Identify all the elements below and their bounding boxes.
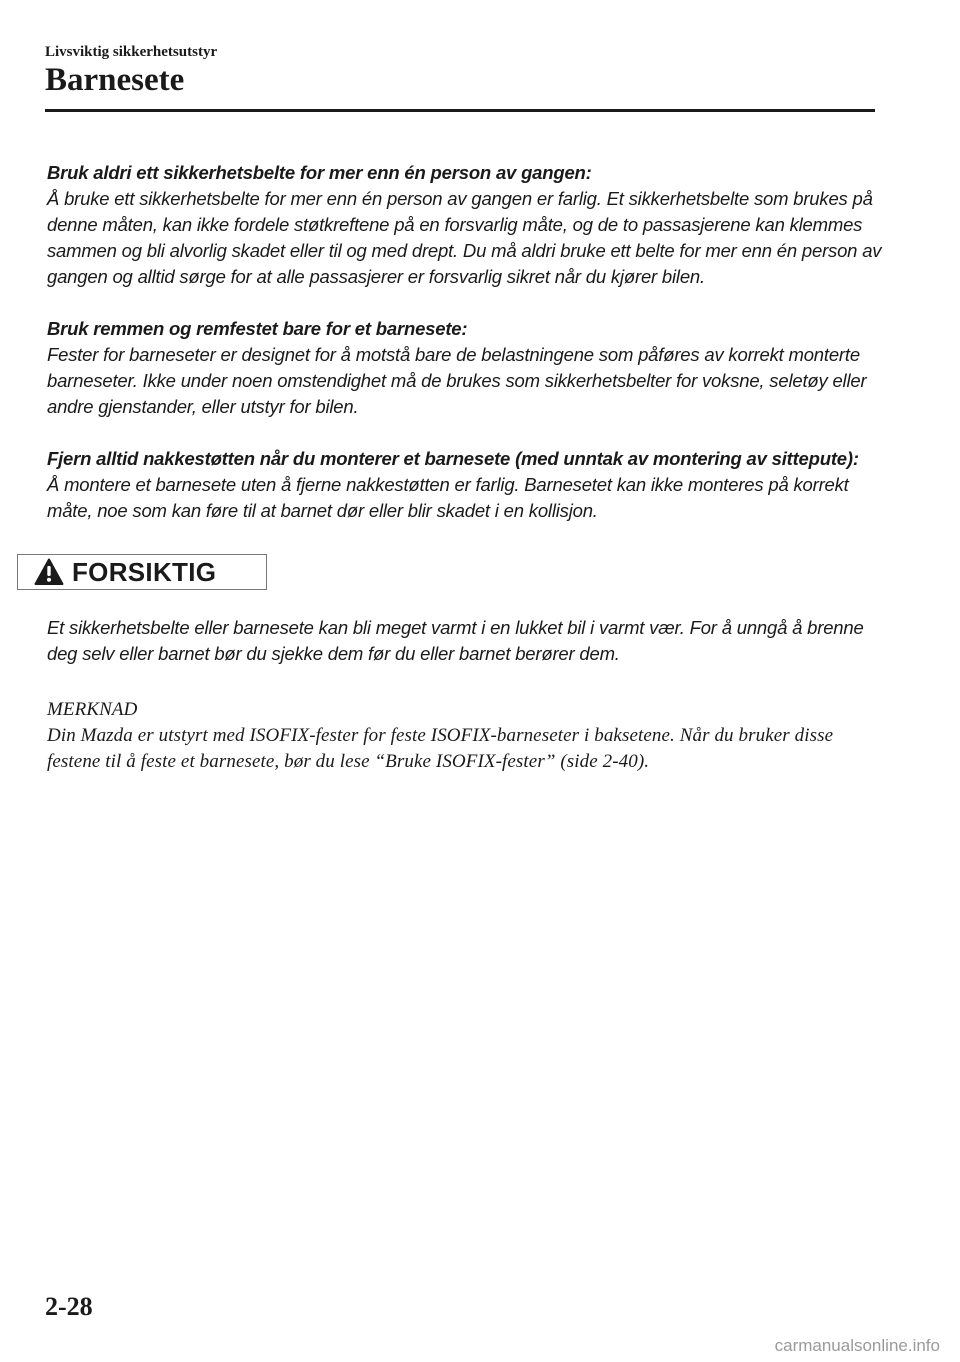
warning-block	[47, 160, 887, 290]
warning-heading: Bruk aldri ett sikkerhetsbelte for mer enn én person av gangen:	[47, 162, 592, 183]
watermark-text: carmanualsonline.info	[774, 1336, 940, 1355]
title-divider	[45, 109, 875, 112]
note-text: Din Mazda er utstyrt med ISOFIX-fester for feste ISOFIX-barneseter i baksetene. Når du bruker disse festene til å feste et barnesete, bør du lese “Bruke ISOFIX-fester” (side 2-40).	[47, 725, 834, 772]
warning-block	[47, 446, 887, 524]
caution-text: Et sikkerhetsbelte eller barnesete kan bli meget varmt i en lukket bil i varmt vær. For å unngå å brenne deg selv eller barnet bør du sjekke dem før du eller barnet berører dem.	[47, 617, 864, 664]
main-content	[47, 160, 887, 775]
warning-body: Å bruke ett sikkerhetsbelte for mer enn én person av gangen er farlig. Et sikkerhetsbelte som brukes på denne måten, kan ikke fordele støtkreftene på en forsvarlig måte, og de to passasjerene kan klemmes sammen og bli alvorlig skadet eller til og med drept. Du må aldri bruke ett belte for mer enn én person av gangen og alltid sørge for at alle passasjerer er forsvarlig sikret når du kjører bilen.	[47, 188, 882, 287]
page-number: 2-28	[45, 1292, 93, 1321]
warning-body: Å montere et barnesete uten å fjerne nakkestøtten er farlig. Barnesetet kan ikke monteres på korrekt måte, noe som kan føre til at barnet dør eller blir skadet i en kollisjon.	[47, 474, 849, 521]
warning-heading: Bruk remmen og remfestet bare for et barnesete:	[47, 318, 468, 339]
warning-block	[47, 316, 887, 420]
caution-box	[17, 554, 267, 590]
caution-label: FORSIKTIG	[72, 557, 217, 587]
warning-triangle-icon	[34, 558, 64, 586]
warning-heading: Fjern alltid nakkestøtten når du monterer et barnesete (med unntak av montering av sittepute):	[47, 448, 859, 469]
page-title: Barnesete	[45, 62, 185, 98]
note-block	[47, 697, 887, 775]
note-heading: MERKNAD	[47, 699, 138, 720]
warning-body: Fester for barneseter er designet for å motstå bare de belastningene som påføres av korrekt monterte barneseter. Ikke under noen omstendighet må de brukes som sikkerhetsbelter for voksne, seletøy eller andre gjenstander, eller utstyr for bilen.	[47, 344, 867, 417]
breadcrumb: Livsviktig sikkerhetsutstyr	[45, 44, 218, 60]
